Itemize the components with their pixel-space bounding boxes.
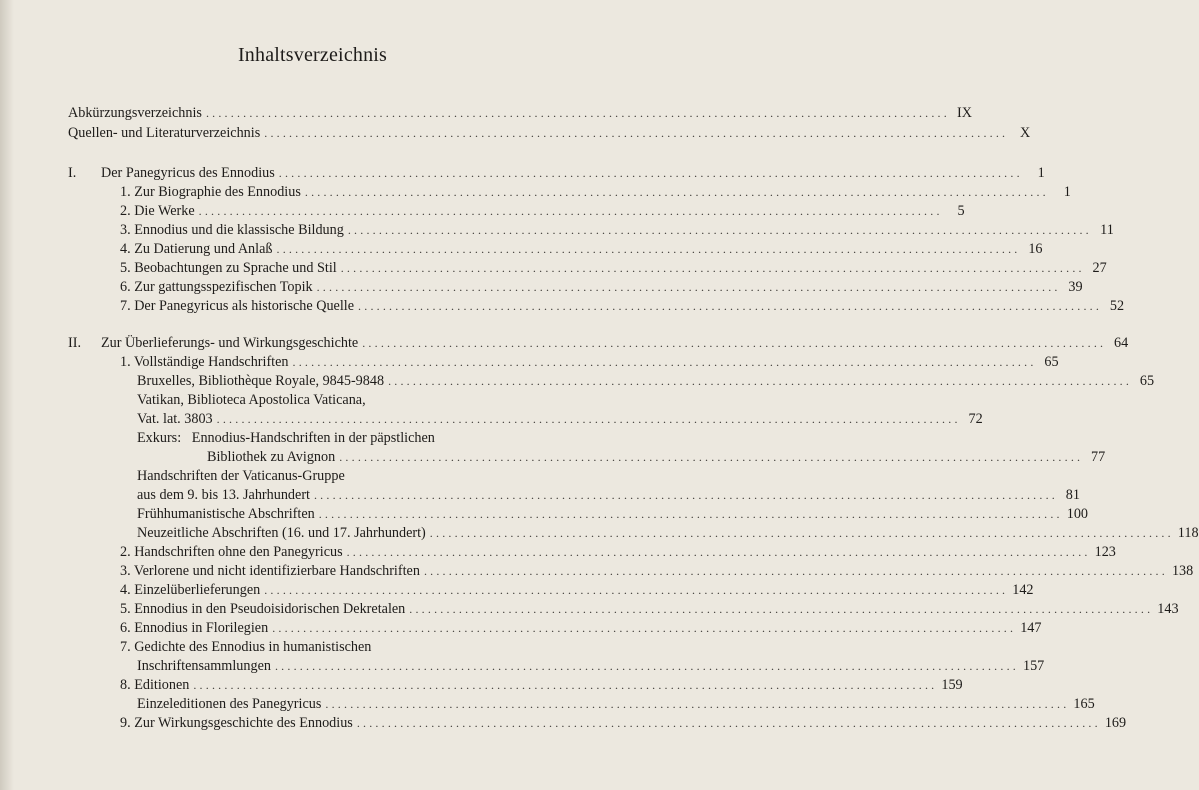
toc-entry[interactable] [120,259,1107,277]
dot-leader: ........................................................................................................................ [264,583,1009,597]
toc-entry-label: Quellen- und Literaturverzeichnis [68,125,261,141]
dot-leader: ........................................................................................................................ [316,280,1061,294]
toc-page-number: IX [956,105,972,121]
dot-leader: ........................................................................................................................ [278,166,1023,180]
toc-page-number: 100 [1066,506,1088,522]
dot-leader: ........................................................................................................................ [340,261,1085,275]
toc-entry[interactable] [137,524,1199,542]
toc-entry-label: Zur Überlieferungs- und Wirkungsgeschichte [101,335,359,351]
toc-entry-label: 9. Zur Wirkungsgeschichte des Ennodius [120,715,353,731]
toc-page-number: 138 [1171,563,1194,579]
toc-entry[interactable] [120,240,1043,258]
dot-leader: ........................................................................................................................ [205,106,950,120]
toc-entry[interactable] [120,297,1125,315]
dot-leader: ........................................................................................................................ [274,659,1019,673]
toc-entry[interactable] [120,581,1034,599]
dot-leader: ........................................................................................................................ [423,564,1168,578]
toc-page-number: 65 [1139,373,1155,389]
toc-entry[interactable] [120,562,1194,580]
toc-page-number: 81 [1065,487,1080,503]
toc-entry[interactable] [120,202,965,220]
toc-entry[interactable] [120,714,1127,732]
toc-part-2[interactable] [68,334,1129,352]
toc-entry[interactable] [120,619,1042,637]
toc-entry-label: 2. Handschriften ohne den Panegyricus [120,544,343,560]
toc-page-number: 169 [1104,715,1127,731]
dot-leader: ........................................................................................................................ [264,126,1009,140]
toc-entry-abkuerzungen[interactable] [68,104,972,122]
toc-entry-line[interactable]: Exkurs: Ennodius-Handschriften in der päpstlichen [137,430,435,446]
toc-entry-label: Bibliothek zu Avignon [207,449,336,465]
toc-page-number: 118 [1177,525,1199,541]
toc-page-number: X [1020,125,1031,141]
toc-entry-label: Der Panegyricus des Ennodius [101,165,275,181]
dot-leader: ........................................................................................................................ [409,602,1154,616]
dot-leader: ........................................................................................................................ [356,716,1101,730]
toc-page-number: 27 [1092,260,1107,276]
toc-entry-label: 2. Die Werke [120,203,195,219]
toc-entry-label: 4. Einzelüberlieferungen [120,582,261,598]
dot-leader: ........................................................................................................................ [304,185,1049,199]
dot-leader: ........................................................................................................................ [292,355,1037,369]
toc-entry[interactable] [120,543,1116,561]
toc-entry-label: Einzeleditionen des Panegyricus [137,696,322,712]
toc-entry-label: Bruxelles, Bibliothèque Royale, 9845-9848 [137,373,385,389]
toc-entry-label: 6. Ennodius in Florilegien [120,620,269,636]
toc-entry-label: 1. Zur Biographie des Ennodius [120,184,301,200]
toc-page-number: 39 [1068,279,1083,295]
toc-page-number: 143 [1157,601,1179,617]
toc-entry[interactable] [137,657,1045,675]
toc-page-number: 123 [1094,544,1116,560]
dot-leader: ........................................................................................................................ [276,242,1021,256]
toc-entry-label: Vat. lat. 3803 [137,411,213,427]
part-numeral: II. [68,335,81,351]
toc-entry-line[interactable]: Handschriften der Vaticanus-Gruppe [137,468,345,484]
toc-entry-label: 3. Ennodius und die klassische Bildung [120,222,344,238]
toc-entry-label: Inschriftensammlungen [137,658,271,674]
toc-entry-label: Neuzeitliche Abschriften (16. und 17. Jahrhundert) [137,525,426,541]
dot-leader: ........................................................................................................................ [198,204,943,218]
dot-leader: ........................................................................................................................ [429,526,1174,540]
page-title: Inhaltsverzeichnis [237,44,388,66]
toc-entry[interactable] [207,448,1106,466]
toc-entry[interactable] [137,505,1088,523]
toc-page-number: 11 [1100,222,1114,238]
toc-page-number: 157 [1022,658,1045,674]
dot-leader: ........................................................................................................................ [346,545,1091,559]
toc-entry-label: aus dem 9. bis 13. Jahrhundert [137,487,310,503]
toc-entry-label: 8. Editionen [120,677,190,693]
toc-entry-label: 5. Ennodius in den Pseudoisidorischen Dekretalen [120,601,406,617]
toc-entry[interactable] [120,278,1083,296]
toc-page-number: 5 [957,203,965,219]
toc-page-number: 52 [1109,298,1125,314]
dot-leader: ........................................................................................................................ [318,507,1063,521]
toc-entry[interactable] [120,600,1179,618]
toc-page-number: 165 [1073,696,1095,712]
dot-leader: ........................................................................................................................ [388,374,1133,388]
toc-page-number: 147 [1020,620,1042,636]
toc-part-1[interactable] [68,164,1045,182]
toc-entry-line[interactable]: Vatikan, Biblioteca Apostolica Vaticana, [137,392,366,408]
dot-leader: ........................................................................................................................ [193,678,938,692]
toc-entry-quellen[interactable] [68,124,1031,142]
toc-entry[interactable] [137,372,1155,390]
toc-entry-label: Frühhumanistische Abschriften [137,506,315,522]
toc-entry-label: Abkürzungsverzeichnis [68,105,202,121]
toc-entry-label: 6. Zur gattungsspezifischen Topik [120,279,313,295]
dot-leader: ........................................................................................................................ [358,299,1103,313]
toc-entry[interactable] [137,486,1080,504]
dot-leader: ........................................................................................................................ [325,697,1070,711]
dot-leader: ........................................................................................................................ [339,450,1084,464]
toc-page-number: 65 [1044,354,1059,370]
toc-page-number: 1 [1063,184,1071,200]
dot-leader: ........................................................................................................................ [272,621,1017,635]
toc-entry-line[interactable]: 7. Gedichte des Ennodius in humanistischen [120,639,372,655]
toc-entry[interactable] [120,353,1059,371]
toc-page-number: 1 [1037,165,1045,181]
toc-page-number: 72 [968,411,983,427]
toc-page-number: 159 [941,677,963,693]
toc-entry[interactable] [120,183,1071,201]
toc-page-number: 16 [1028,241,1043,257]
toc-entry[interactable] [120,221,1114,239]
toc-page-number: 77 [1091,449,1106,465]
toc-entry-label: 7. Der Panegyricus als historische Quelle [120,298,355,314]
dot-leader: ........................................................................................................................ [216,412,961,426]
toc-entry[interactable] [137,695,1095,713]
toc-page-number: 142 [1012,582,1034,598]
toc-page-number: 64 [1114,335,1129,351]
toc-entry[interactable] [137,410,983,428]
toc-entry-label: 5. Beobachtungen zu Sprache und Stil [120,260,337,276]
dot-leader: ........................................................................................................................ [347,223,1092,237]
dot-leader: ........................................................................................................................ [313,488,1058,502]
part-numeral: I. [68,165,77,181]
toc-entry[interactable] [120,676,963,694]
dot-leader: ........................................................................................................................ [362,336,1107,350]
toc-entry-label: 1. Vollständige Handschriften [120,354,289,370]
toc-entry-label: 4. Zu Datierung und Anlaß [120,241,273,257]
toc-entry-label: 3. Verlorene und nicht identifizierbare Handschriften [120,563,420,579]
